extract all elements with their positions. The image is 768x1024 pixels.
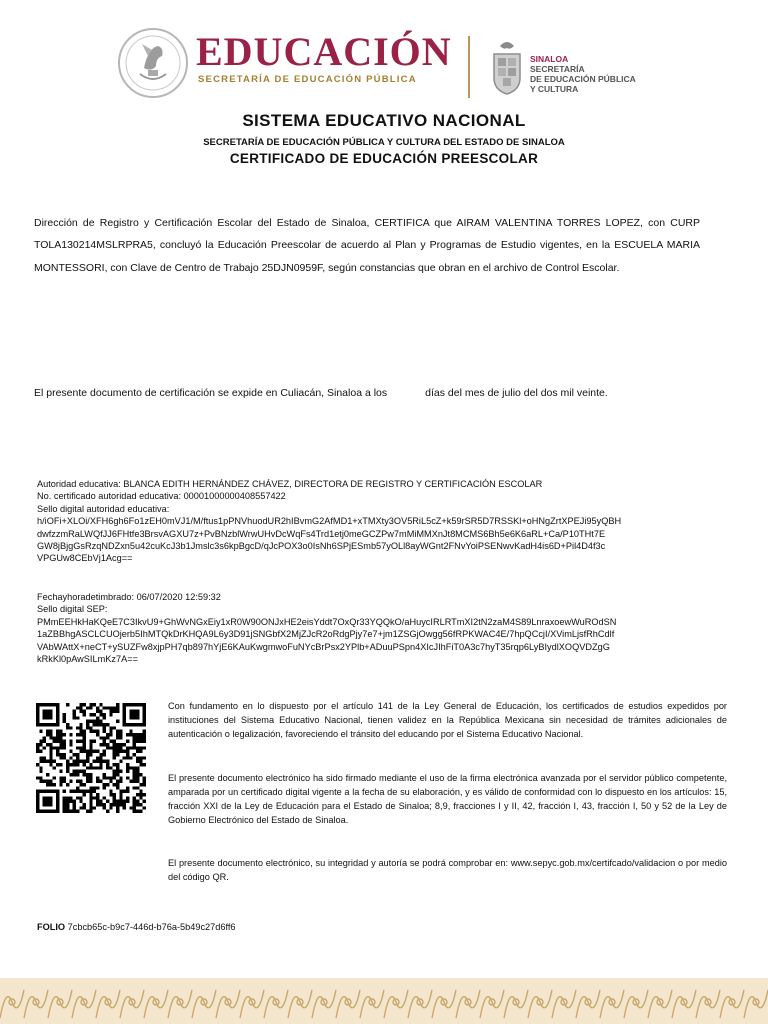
authority-seal-line: h/iOFi+XLOi/XFH6gh6Fo1zEH0mVJ1/M/ftus1pPNVhuodUR2hIBvmG2AfMD1+xTMXty3OV5RiL5cZ+k59rSR5D7RSSKl+oHNgZrtXPEJi95yQBH [37,516,622,527]
legal-paragraph-signature: El presente documento electrónico ha sido firmado mediante el uso de la firma electrónica avanzada por el servidor público competente, amparada por un certificado digital vigente a la fecha de su elaboración, y es válido de conformidad con lo dispuesto en los artículos: 15, fracción XXI de la Ley de Educación para el Estado de Sinaloa; 8,9, fracciones I y II, 42, fracción I, 43, fracción I, 50 y 52 de la Ley de Gobierno Electrónico del Estado de Sinaloa. [168,773,727,825]
folio-value: 7cbcb65c-b9c7-446d-b76a-5b49c27d6ff6 [67,922,236,932]
sinaloa-logo-line: SINALOA [530,54,569,64]
document-subtitle: SECRETARÍA DE EDUCACIÓN PÚBLICA Y CULTURA DEL ESTADO DE SINALOA [203,137,565,148]
header-divider [468,36,470,98]
edu-logo-subtitle: SECRETARÍA DE EDUCACIÓN PÚBLICA [198,74,417,85]
sinaloa-shield-icon [490,38,524,96]
authority-seal-line: GW8jBjgGsRzqNDZxn5u42cuKcJ3b1Jmslc3s6kpBgcD/qJcPOX3o0IsNh6SPjESmb57yOLl8ayWGnt2FNvYoiPSENwvKadH4is6D+Pil4D4f3c [37,541,606,552]
authority-seal-line: VPGUw8CEbVj1Acg== [37,553,133,564]
legal-paragraph-verification: El presente documento electrónico, su integridad y autoría se podrá comprobar en: www.sepyc.gob.mx/certifcado/validacion o por medio del código QR. [168,858,727,882]
issuance-paragraph [34,382,700,404]
issuance-text-part2: días del mes de julio del dos mil veinte. [425,387,608,399]
sep-seal-label: Sello digital SEP: [37,604,108,615]
authority-seal-line: dwfzzmRaLWQfJJ6FHtfe3BrsvAGXU7z+PvBNzblWrwUHvDcWqFs4Trd1etj0meGCZPw7mMiMMXnJt8MCMS6Bh5e6K6aRL+Ca/P10THt7E [37,528,606,539]
sep-signature-block [37,591,737,665]
authority-seal-label: Sello digital autoridad educativa: [37,503,170,514]
sinaloa-logo-text [530,54,636,94]
sep-seal-line: PMmEEHkHaKQeE7C3IkvU9+GhWvNGxEiy1xR0W90ONJxHE2eisYddt7OxQr33YQQkO/aHuycIRLRTmXI2tN2zaM4S89LnraxoewWuROdSN [37,616,617,627]
issuance-text-part1: El presente documento de certificación se expide en Culiacán, Sinaloa a los [34,387,388,399]
certificate-title: CERTIFICADO DE EDUCACIÓN PREESCOLAR [229,151,539,166]
sinaloa-logo-line: DE EDUCACIÓN PÚBLICA [530,74,636,84]
sinaloa-logo-line: SECRETARÍA [530,64,585,74]
folio [37,922,236,932]
document-main-title: SISTEMA EDUCATIVO NACIONAL [242,111,526,130]
sep-seal-line: kRkKl0pAwSILmKz7A== [37,654,138,665]
timestamp: Fechayhoradetimbrado: 06/07/2020 12:59:32 [37,592,221,602]
decorative-border [0,978,768,1024]
sinaloa-logo-line: Y CULTURA [530,84,579,94]
certification-paragraph: Dirección de Registro y Certificación Escolar del Estado de Sinaloa, CERTIFICA que AIRAM VALENTINA TORRES LOPEZ, con CURP TOLA130214MSLRPRA5, concluyó la Educación Preescolar de acuerdo al Plan y Programas de Estudio vigentes, en la ESCUELA MARIA MONTESSORI, con Clave de Centro de Trabajo 25DJN0959F, según constancias que obran en el archivo de Control Escolar. [34,217,700,274]
sep-coat-of-arms-icon [112,26,194,100]
folio-label: FOLIO [37,922,66,932]
sep-seal-line: 1aZBBhgASCLCUOjerb5IhMTQkDrKHQA9L6y3D91jSNGbfX2MjZJcR2oRdgPjy7e7+jm1ZSGjOwgg56fRPKWAC4E/7hpQCcjI/XVimLjsfRhCdlf [37,629,615,640]
authority-name: Autoridad educativa: BLANCA EDITH HERNÁNDEZ CHÁVEZ, DIRECTORA DE REGISTRO Y CERTIFICACIÓN ESCOLAR [37,479,543,489]
sep-seal-line: VAbWAttX+neCT+ySUZFw8xjpPH7qb897hYjE6KAuKwgmwoFuNYcBrPsx2YPlb+ADuuPSpn4XIcJIhFiT0A3c7hyT35rqp6LyBIydlXOQVDZgG [37,641,610,652]
authority-signature-block [37,478,737,565]
legal-paragraph-validity: Con fundamento en lo dispuesto por el artículo 141 de la Ley General de Educación, los certificados de estudios expedidos por instituciones del Sistema Educativo Nacional, tienen validez en la República Mexicana sin necesidad de trámites adicionales de autenticación o legalización, favoreciendo el tránsito del educando por el Sistema Educativo Nacional. [168,701,727,739]
edu-logo-title: EDUCACIÓN [196,29,452,74]
authority-cert-number: No. certificado autoridad educativa: 00001000000408557422 [37,491,286,502]
qr-code-icon[interactable] [36,703,146,813]
